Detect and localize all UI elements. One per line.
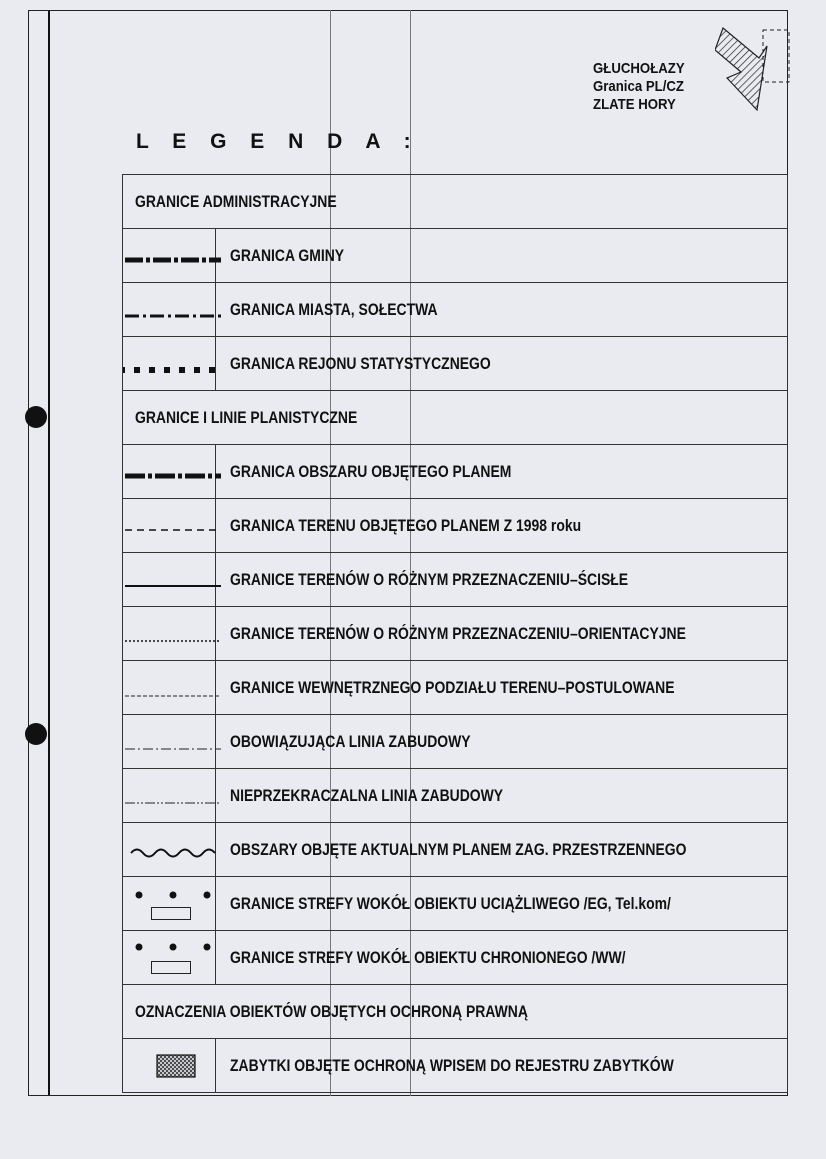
location-line-3: ZLATE HORY <box>593 96 676 113</box>
section-row <box>123 985 788 1039</box>
thick-dash-dot-line-icon <box>123 445 223 498</box>
location-line-2: Granica PL/CZ <box>593 78 684 95</box>
legend-row <box>123 283 788 337</box>
legend-label: GRANICA GMINY <box>216 229 788 283</box>
legend-symbol <box>123 769 216 823</box>
legend-label: GRANICE STREFY WOKÓŁ OBIEKTU UCIĄŻLIWEGO /EG, Tel.kom/ <box>216 877 788 931</box>
legend-symbol <box>123 445 216 499</box>
dash-dot-line-icon <box>123 283 223 336</box>
section-header-planning: GRANICE I LINIE PLANISTYCZNE <box>123 391 788 445</box>
punch-hole <box>25 723 47 745</box>
legend-row <box>123 337 788 391</box>
legend-row <box>123 1039 788 1093</box>
thin-dashed-line-icon <box>123 661 223 714</box>
location-arrow-icon <box>715 20 790 120</box>
legend-symbol <box>123 607 216 661</box>
legend-label: GRANICA REJONU STATYSTYCZNEGO <box>216 337 788 391</box>
legend-label: GRANICE WEWNĘTRZNEGO PODZIAŁU TERENU–POSTULOWANE <box>216 661 788 715</box>
wave-line-icon <box>123 823 223 876</box>
hatched-square-icon <box>123 1039 223 1092</box>
legend-title: L E G E N D A : <box>136 130 420 153</box>
legend-row <box>123 715 788 769</box>
legend-row <box>123 229 788 283</box>
legend-symbol <box>123 877 216 931</box>
zone-box-icon <box>151 907 191 920</box>
dashed-line-icon <box>123 499 223 552</box>
section-header-protected: OZNACZENIA OBIEKTÓW OBJĘTYCH OCHRONĄ PRAWNĄ <box>123 985 788 1039</box>
legend-row <box>123 877 788 931</box>
legend-row <box>123 661 788 715</box>
legend-symbol <box>123 337 216 391</box>
legend-row <box>123 499 788 553</box>
section-row <box>123 391 788 445</box>
legend-symbol <box>123 661 216 715</box>
legend-symbol <box>123 553 216 607</box>
legend-label: GRANICE STREFY WOKÓŁ OBIEKTU CHRONIONEGO /WW/ <box>216 931 788 985</box>
legend-label: NIEPRZEKRACZALNA LINIA ZABUDOWY <box>216 769 788 823</box>
punch-hole <box>25 406 47 428</box>
legend-row <box>123 445 788 499</box>
section-header-admin: GRANICE ADMINISTRACYJNE <box>123 175 788 229</box>
legend-label: OBOWIĄZUJĄCA LINIA ZABUDOWY <box>216 715 788 769</box>
legend-label: ZABYTKI OBJĘTE OCHRONĄ WPISEM DO REJESTRU ZABYTKÓW <box>216 1039 788 1093</box>
dots-line-icon <box>123 877 223 930</box>
legend-symbol <box>123 715 216 769</box>
legend-table <box>122 174 788 1093</box>
legend-row <box>123 769 788 823</box>
zone-box-icon <box>151 961 191 974</box>
location-line-1: GŁUCHOŁAZY <box>593 60 685 77</box>
solid-line-icon <box>123 553 223 606</box>
section-row <box>123 175 788 229</box>
legend-symbol <box>123 499 216 553</box>
square-dots-line-icon <box>123 337 223 390</box>
dotted-line-icon <box>123 607 223 660</box>
legend-symbol <box>123 823 216 877</box>
legend-row <box>123 823 788 877</box>
legend-label: GRANICA MIASTA, SOŁECTWA <box>216 283 788 337</box>
legend-label: GRANICA OBSZARU OBJĘTEGO PLANEM <box>216 445 788 499</box>
dots-line-icon <box>123 931 223 984</box>
location-label <box>593 60 685 114</box>
legend-label: GRANICA TERENU OBJĘTEGO PLANEM Z 1998 roku <box>216 499 788 553</box>
legend-row <box>123 931 788 985</box>
legend-symbol <box>123 229 216 283</box>
legend-row <box>123 607 788 661</box>
thin-dash-double-dot-line-icon <box>123 769 223 822</box>
legend-label: OBSZARY OBJĘTE AKTUALNYM PLANEM ZAG. PRZESTRZENNEGO <box>216 823 788 877</box>
legend-symbol <box>123 1039 216 1093</box>
legend-label: GRANICE TERENÓW O RÓŻNYM PRZEZNACZENIU–ORIENTACYJNE <box>216 607 788 661</box>
legend-symbol <box>123 931 216 985</box>
thin-dash-dot-line-icon <box>123 715 223 768</box>
legend-row <box>123 553 788 607</box>
thick-dash-dot-line-icon <box>123 229 223 282</box>
legend-label: GRANICE TERENÓW O RÓŻNYM PRZEZNACZENIU–ŚCISŁE <box>216 553 788 607</box>
legend-symbol <box>123 283 216 337</box>
